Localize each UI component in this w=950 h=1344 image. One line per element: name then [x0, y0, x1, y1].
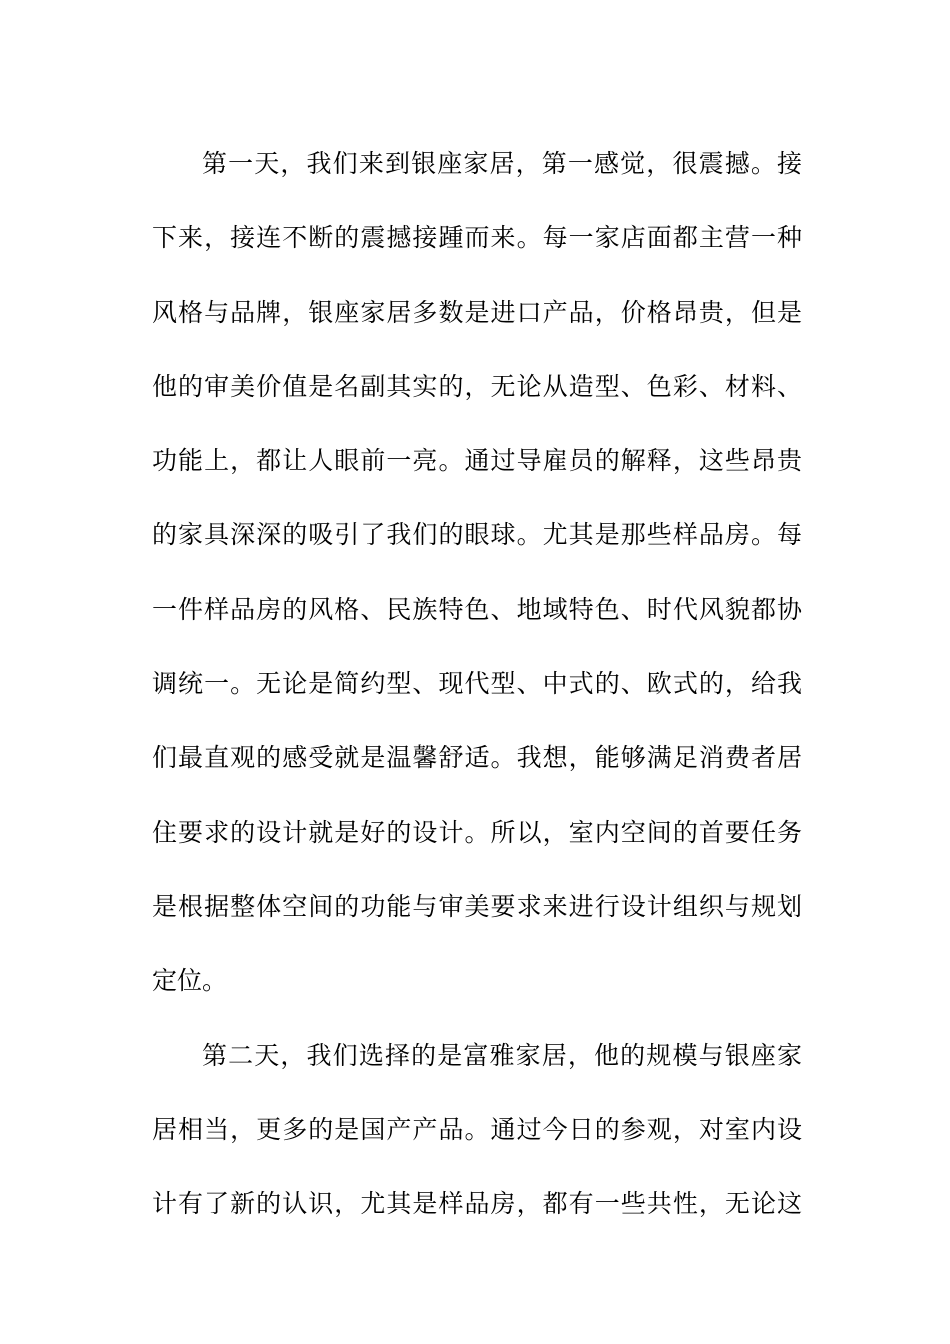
text-line: 住要求的设计就是好的设计。所以，室内空间的首要任务 — [152, 817, 802, 847]
text-line: 定位。 — [152, 966, 228, 996]
text-line: 一件样品房的风格、民族特色、地域特色、时代风貌都协 — [152, 594, 802, 624]
document-body — [152, 127, 802, 1241]
text-line: 调统一。无论是简约型、现代型、中式的、欧式的，给我 — [152, 669, 802, 699]
text-line: 是根据整体空间的功能与审美要求来进行设计组织与规划 — [152, 891, 802, 921]
text-line: 第一天，我们来到银座家居，第一感觉，很震撼。接 — [202, 149, 802, 178]
text-line: 第二天，我们选择的是富雅家居，他的规模与银座家 — [202, 1040, 802, 1070]
text-line: 他的审美价值是名副其实的，无论从造型、色彩、材料、 — [152, 371, 802, 401]
text-line: 风格与品牌，银座家居多数是进口产品，价格昂贵，但是 — [152, 297, 802, 327]
paragraph-1 — [152, 127, 802, 1019]
text-line: 功能上，都让人眼前一亮。通过导雇员的解释，这些昂贵 — [152, 446, 802, 476]
text-line: 的家具深深的吸引了我们的眼球。尤其是那些样品房。每 — [152, 520, 802, 550]
text-line: 们最直观的感受就是温馨舒适。我想，能够满足消费者居 — [152, 743, 802, 773]
paragraph-2 — [152, 1019, 802, 1242]
text-line: 计有了新的认识，尤其是样品房，都有一些共性，无论这 — [152, 1189, 802, 1219]
text-line: 居相当，更多的是国产产品。通过今日的参观，对室内设 — [152, 1114, 802, 1144]
text-line: 下来，接连不断的震撼接踵而来。每一家店面都主营一种 — [152, 223, 802, 253]
